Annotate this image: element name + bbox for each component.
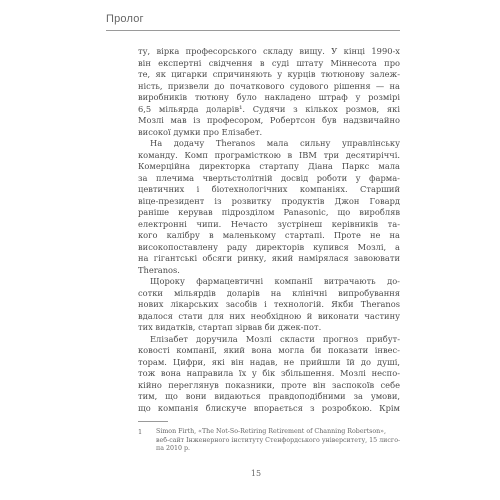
text-line: Theranos. <box>138 264 180 275</box>
text-line: раніше керував підрозділом Panasonic, що виробляв <box>138 207 400 217</box>
text-line: тим, що вони видаються правдоподібними за умови, <box>138 391 400 401</box>
text-line: високопоставлену раду директорів купився Мозлі, а <box>138 241 400 252</box>
text-line: те, як цигарки спричиняють у курців тютюнову залеж- <box>138 69 400 79</box>
text-line: Щороку фармацевтичні компанії витрачають до- <box>150 276 400 286</box>
text-line: виробників тютюну було накладено штраф у розмірі <box>138 92 400 102</box>
text-line: кого калібру в маленькому стартапі. Проте не на <box>138 230 400 240</box>
footnote-line: Simon Firth, «The Not-So-Retiring Retirement of Channing Robertson», <box>156 428 387 435</box>
text-line: кійно переглянув показники, проте він заспокоїв себе <box>138 379 400 390</box>
text-line: електронні чипи. Нечасто зустрінеш керівників та- <box>138 218 400 229</box>
paragraph-3 <box>138 276 400 334</box>
text-line: Мозлі мав із професором, Робертсон був надзвичайно <box>138 115 400 125</box>
text-line: нових лікарських засобів і технологій. Якби Theranos <box>138 299 400 309</box>
text-line: тож вона направила їх у бік збільшення. Мозлі неспо- <box>138 368 400 378</box>
text-line: що компанія блискуче впорається з розробкою. Крім <box>138 402 400 413</box>
text-line: тих видатків, стартап зірвав би джек-пот. <box>138 322 322 332</box>
text-line: сотки мільярдів доларів на клінічні випробування <box>138 287 400 298</box>
running-head: Пролог <box>106 13 144 25</box>
text-line: на гігантські обсяги ринку, який намірялася завоювати <box>138 253 400 263</box>
footnote-rule <box>138 421 168 422</box>
header-rule <box>106 30 400 31</box>
text-line: Комерційна директорка стартапу Діана Паркс мала <box>138 161 400 171</box>
text-line: ність, призвели до початкового судового рішення — на <box>138 80 400 91</box>
body-text <box>138 46 400 414</box>
text-line: він експертні свідчення в суді штату Міннесота про <box>138 57 400 68</box>
paragraph-4 <box>138 334 400 415</box>
page-number: 15 <box>250 469 262 478</box>
text-line: цевтичних і біотехнологічних компаніях. Старший <box>138 184 400 194</box>
text-line: високої думки про Елізабет. <box>138 126 263 137</box>
text-line: вдалося стати для них необхідною й виконати частину <box>138 310 400 321</box>
footnote-line: па 2010 р. <box>156 445 191 453</box>
text-line: команду. Комп програмісткою в IBM три десятиріччі. <box>138 149 400 160</box>
text-line: за плечима чвертьстолітній досвід роботи у фарма- <box>138 172 400 183</box>
text-line: Елізабет доручила Мозлі скласти прогноз прибут- <box>150 333 400 344</box>
paragraph-2 <box>138 138 400 276</box>
paragraph-1 <box>138 46 400 138</box>
footnote <box>138 428 400 454</box>
text-line: 6,5 мільярда доларів¹. Судячи з кількох розмов, які <box>138 103 400 114</box>
text-line: На додачу Theranos мала сильну управлінську <box>150 138 400 148</box>
text-line: ковості компанії, який вона могла би показати інвес- <box>138 345 400 355</box>
text-line: торам. Цифри, які він надав, не прийшли їй до душі, <box>138 356 400 367</box>
text-line: ту, вірка професорського складу вищу. У кінці 1990-х <box>138 46 400 56</box>
footnote-line: веб-сайт Інженерного інституту Стенфордського університету, 15 лисго- <box>156 436 400 444</box>
text-line: віце-президент із розвитку продуктів Джон Говард <box>138 195 400 206</box>
footnote-number: 1 <box>138 428 143 436</box>
